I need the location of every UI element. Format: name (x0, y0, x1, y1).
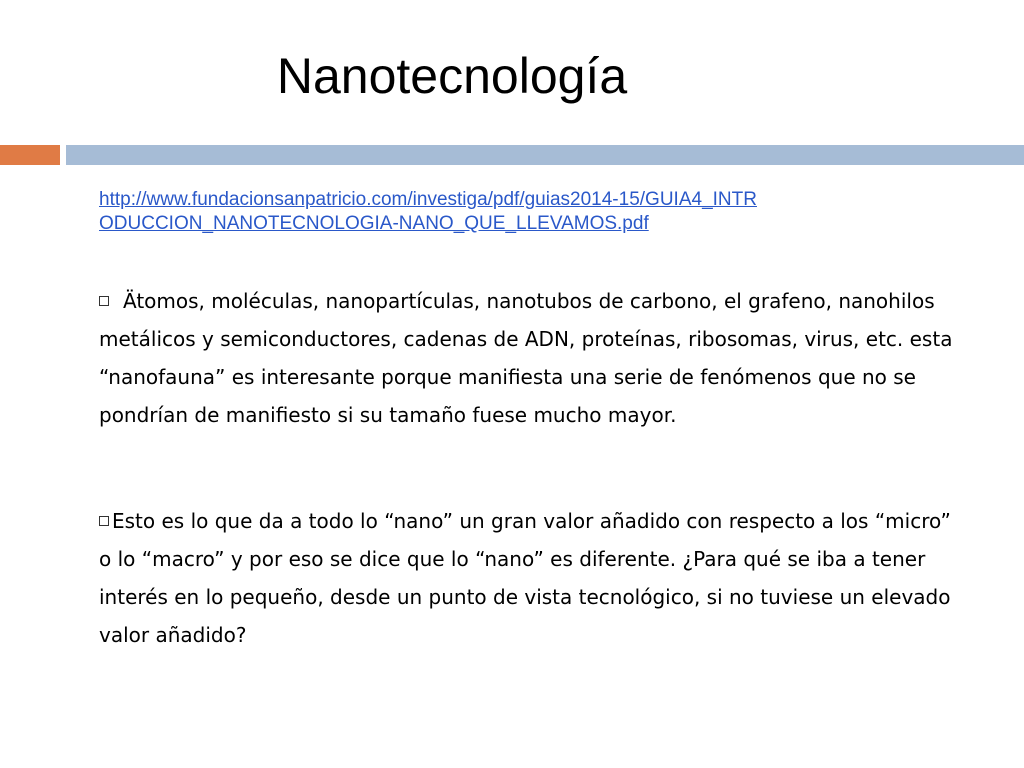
source-link[interactable]: http://www.fundacionsanpatricio.com/investiga/pdf/guias2014-15/GUIA4_INTRODUCCION_NANOTECNOLOGIA-NANO_QUE_LLEVAMOS.pdf (99, 189, 757, 234)
square-bullet-icon (99, 516, 109, 526)
bullet-text-1: Ätomos, moléculas, nanopartículas, nanotubos de carbono, el grafeno, nanohilos metálicos y semiconductores, cadenas de ADN, proteínas, ribosomas, virus, etc. esta “nanofauna” es interesante porque manifiesta una serie de fenómenos que no se pondrían de manifiesto si su tamaño fuese mucho mayor. (99, 289, 953, 427)
bullet-paragraph-1 (99, 282, 969, 434)
accent-bar-blue (66, 145, 1024, 165)
bullet-text-2: Esto es lo que da a todo lo “nano” un gran valor añadido con respecto a los “micro” o lo “macro” y por eso se dice que lo “nano” es diferente. ¿Para qué se iba a tener interés en lo pequeño, desde un punto de vista tecnológico, si no tuviese un elevado valor añadido? (99, 509, 951, 647)
bullet-paragraph-2 (99, 502, 969, 654)
accent-bar-orange (0, 145, 60, 165)
slide-title: Nanotecnología (276, 48, 628, 104)
square-bullet-icon (99, 296, 109, 306)
